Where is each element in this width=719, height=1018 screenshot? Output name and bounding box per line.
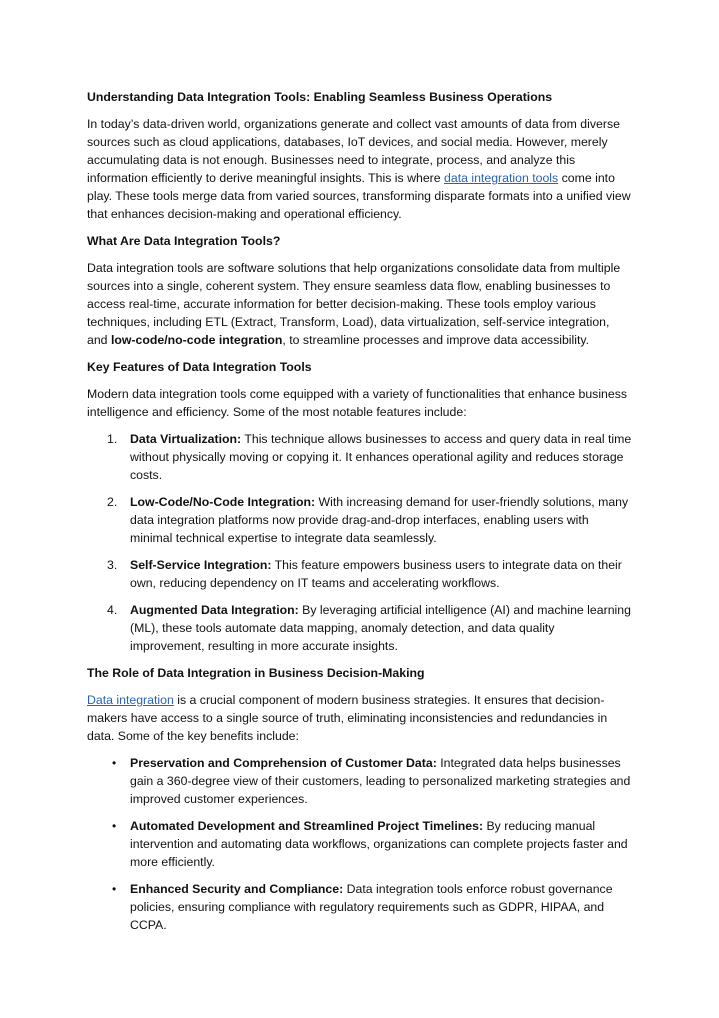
document-body — [87, 88, 632, 943]
list-item — [87, 754, 632, 808]
list-item — [87, 817, 632, 871]
benefit-term: Enhanced Security and Compliance: — [130, 882, 344, 896]
feature-term: Low-Code/No-Code Integration: — [130, 495, 316, 509]
list-item — [87, 556, 632, 592]
features-list — [87, 430, 632, 655]
what-text: Data integration tools are software solutions that help organizations consolidate data from multiple sources into a single, coherent system. They ensure seamless data flow, enabling businesses to access real-time, accurate information for better decision-making. These tools employ various techniques, including ETL (Extract, Transform, Load), data virtualization, self-service integration, and — [87, 261, 621, 347]
feature-text: By leveraging artificial intelligence (AI) and machine learning (ML), these tools automate data mapping, anomaly detection, and data quality improvement, resulting in more accurate insights. — [130, 603, 631, 653]
intro-text-end: come into play. These tools merge data from varied sources, transforming disparate formats into a unified view that enhances decision-making and operational efficiency. — [87, 171, 631, 221]
data-integration-tools-link[interactable]: data integration tools — [444, 171, 559, 185]
benefit-text: By reducing manual intervention and automating data workflows, organizations can complete projects faster and more efficiently. — [130, 819, 628, 869]
feature-text: With increasing demand for user-friendly solutions, many data integration platforms now provide drag-and-drop interfaces, enabling users with minimal technical expertise to integrate data seamlessly. — [130, 495, 629, 545]
benefit-term: Preservation and Comprehension of Customer Data: — [130, 756, 437, 770]
features-heading: Key Features of Data Integration Tools — [87, 360, 312, 374]
what-text-end: , to streamline processes and improve data accessibility. — [282, 333, 590, 347]
bullet-icon: • — [112, 756, 117, 770]
feature-term: Self-Service Integration: — [130, 558, 272, 572]
intro-paragraph — [87, 115, 632, 223]
feature-text: This technique allows businesses to access and query data in real time without physically moving or copying it. It enhances operational agility and reduces storage costs. — [130, 432, 632, 482]
feature-term: Data Virtualization: — [130, 432, 242, 446]
what-paragraph — [87, 259, 632, 349]
features-intro: Modern data integration tools come equipped with a variety of functionalities that enhance business intelligence and efficiency. Some of the most notable features include: — [87, 387, 628, 419]
benefit-text: Integrated data helps businesses gain a 360-degree view of their customers, leading to personalized marketing strategies and improved customer experiences. — [130, 756, 631, 806]
feature-term: Augmented Data Integration: — [130, 603, 299, 617]
bullet-icon: • — [112, 819, 117, 833]
role-heading: The Role of Data Integration in Business Decision-Making — [87, 666, 425, 680]
list-number: 1. — [107, 432, 118, 446]
benefit-text: Data integration tools enforce robust governance policies, ensuring compliance with regulatory requirements such as GDPR, HIPAA, and CCPA. — [130, 882, 613, 932]
page-title: Understanding Data Integration Tools: Enabling Seamless Business Operations — [87, 90, 553, 104]
list-item — [87, 430, 632, 484]
low-code-bold: low-code/no-code integration — [110, 333, 283, 347]
list-item — [87, 601, 632, 655]
role-text: is a crucial component of modern business strategies. It ensures that decision-makers have access to a single source of truth, eliminating inconsistencies and redundancies in data. Some of the key benefits include: — [87, 693, 608, 743]
data-integration-link[interactable]: Data integration — [87, 693, 174, 707]
list-item — [87, 493, 632, 547]
list-number: 2. — [107, 495, 118, 509]
feature-text: This feature empowers business users to integrate data on their own, reducing dependency on IT teams and accelerating workflows. — [130, 558, 622, 590]
benefits-list — [87, 754, 632, 934]
list-number: 4. — [107, 603, 118, 617]
what-heading: What Are Data Integration Tools? — [87, 234, 281, 248]
list-number: 3. — [107, 558, 118, 572]
intro-text: In today’s data-driven world, organizations generate and collect vast amounts of data from diverse sources such as cloud applications, databases, IoT devices, and social media. However, merely accumulating data is not enough. Businesses need to integrate, process, and analyze this information efficiently to derive meaningful insights. This is where — [87, 117, 620, 185]
role-paragraph — [87, 691, 632, 745]
list-item — [87, 880, 632, 934]
bullet-icon: • — [112, 882, 117, 896]
benefit-term: Automated Development and Streamlined Project Timelines: — [130, 819, 484, 833]
